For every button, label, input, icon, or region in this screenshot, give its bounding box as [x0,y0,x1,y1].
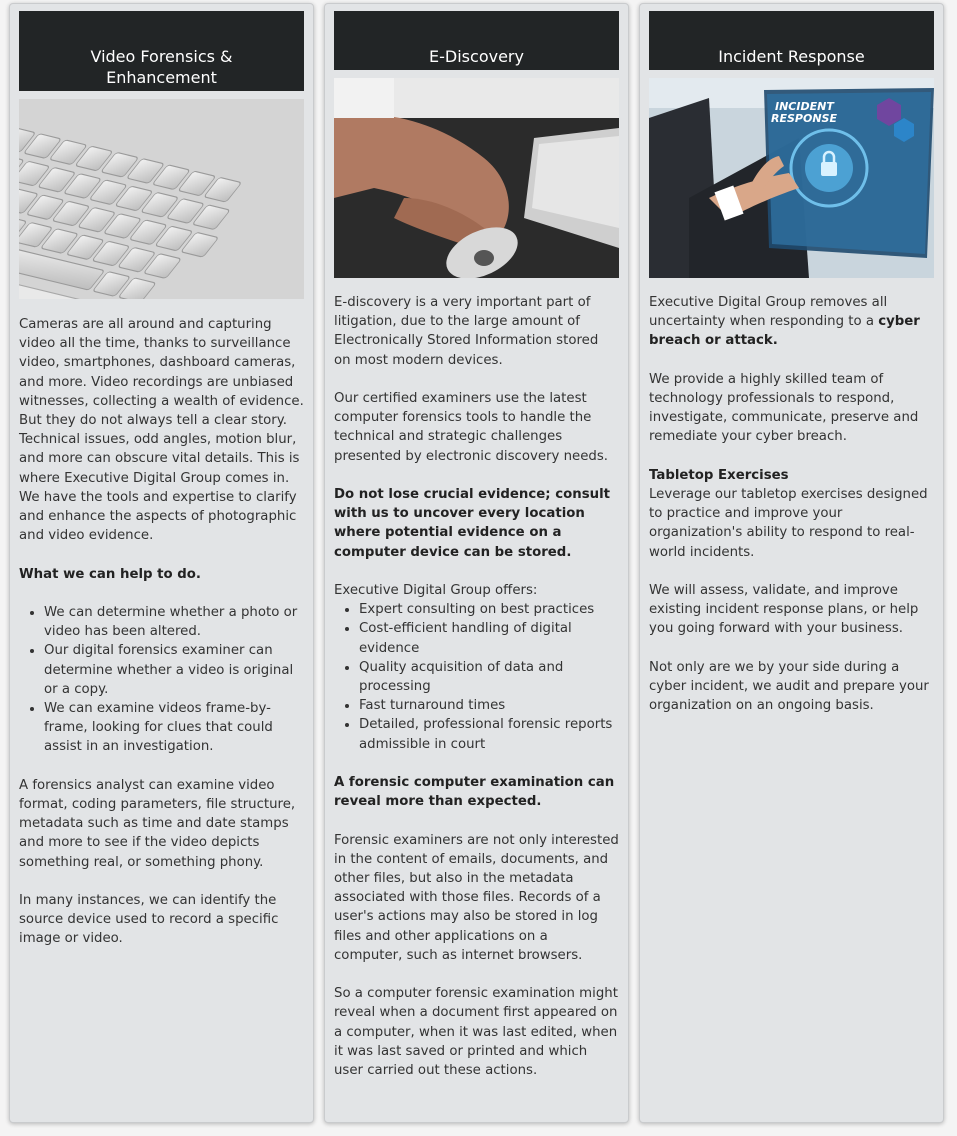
incident-response-card [639,3,944,1123]
incident-illustration [649,78,934,278]
incident-para-4: Not only are we by your side during a cyber incident, we audit and prepare your organization on an ongoing basis. [649,659,929,714]
keyboard-photo-icon [19,99,304,299]
ediscovery-offers-list [334,600,619,754]
list-item: • Cost-efficient handling of digital evidence [359,619,619,657]
list-item: • Expert consulting on best practices [359,600,619,619]
incident-para-2: We provide a highly skilled team of technology professionals to respond, investigate, communicate, preserve and remediate your cyber breach. [649,371,919,445]
video-intro: Cameras are all around and capturing video all the time, thanks to surveillance video, smartphones, dashboard cameras, and more. Video recordings are unbiased witnesses, collecting a wealth of evidence. But they do not always tell a clear story. Technical issues, odd angles, motion blur, and more can obscure vital details. This is where Executive Digital Group comes in. We have the tools and expertise to clarify and enhance the aspects of photographic and video evidence. [19,317,304,544]
incident-intro-bold: cyber breach or attack. [649,314,920,349]
mouse-illustration [334,78,619,278]
list-item: • Detailed, professional forensic reports admissible in court [359,715,619,753]
video-help-heading: What we can help to do. [19,566,201,582]
incident-response-tablet-photo-icon [649,78,934,278]
incident-intro-text: Executive Digital Group removes all uncertainty when responding to a [649,295,888,330]
list-item: • Fast turnaround times [359,696,619,715]
video-forensics-title: Video Forensics & Enhancement [19,11,304,91]
video-forensics-card [9,3,314,1123]
ediscovery-para-2: Our certified examiners use the latest computer forensics tools to handle the technical and strategic challenges presented by electronic discovery needs. [334,391,608,464]
incident-intro [649,293,934,351]
ediscovery-para-3: Forensic examiners are not only interested in the content of emails, documents, and other files, but also in the metadata associated with those files. Records of a user's actions may also be stored in log files and other applications on a computer, such as internet browsers. [334,832,619,963]
ediscovery-body [334,293,619,1080]
svg-text:INCIDENT: INCIDENT [775,100,834,113]
ediscovery-title: E-Discovery [334,11,619,70]
ediscovery-offers-heading: Executive Digital Group offers: [334,583,538,598]
incident-response-image-text [771,100,837,125]
tabletop-heading: Tabletop Exercises [649,467,789,483]
list-item: • We can examine videos frame-by-frame, looking for clues that could assist in an investigation. [44,699,304,757]
video-forensics-body [19,315,304,949]
svg-text:RESPONSE: RESPONSE [771,112,837,125]
ediscovery-bold-1: Do not lose crucial evidence; consult with us to uncover every location where potential evidence on a computer device can be stored. [334,487,611,560]
ediscovery-intro: E-discovery is a very important part of litigation, due to the large amount of Electronically Stored Information stored on most modern devices. [334,295,599,368]
video-para-2: A forensics analyst can examine video format, coding parameters, file structure, metadata such as time and date stamps and more to see if the video depicts something real, or something phony. [19,777,296,870]
ediscovery-card [324,3,629,1123]
tabletop-text: Leverage our tabletop exercises designed to practice and improve your organization's ability to respond to real-world incidents. [649,487,928,560]
incident-response-body [649,293,934,715]
incident-response-title: Incident Response [649,11,934,70]
ediscovery-para-4: So a computer forensic examination might reveal when a document first appeared on a computer, when it was last edited, when it was last saved or printed and which user carried out these actions. [334,986,618,1079]
keyboard-illustration [19,99,304,299]
list-item: • Quality acquisition of data and processing [359,658,619,696]
video-bullet-list [19,603,304,757]
tabletop-block [649,466,934,562]
incident-para-3: We will assess, validate, and improve existing incident response plans, or help you going forward with your business. [649,583,919,637]
hand-on-mouse-photo-icon [334,78,619,278]
list-item: • We can determine whether a photo or video has been altered. [44,603,304,641]
list-item: • Our digital forensics examiner can determine whether a video is original or a copy. [44,641,304,699]
video-para-3: In many instances, we can identify the source device used to record a specific image or video. [19,893,279,947]
ediscovery-bold-2: A forensic computer examination can reveal more than expected. [334,775,615,810]
